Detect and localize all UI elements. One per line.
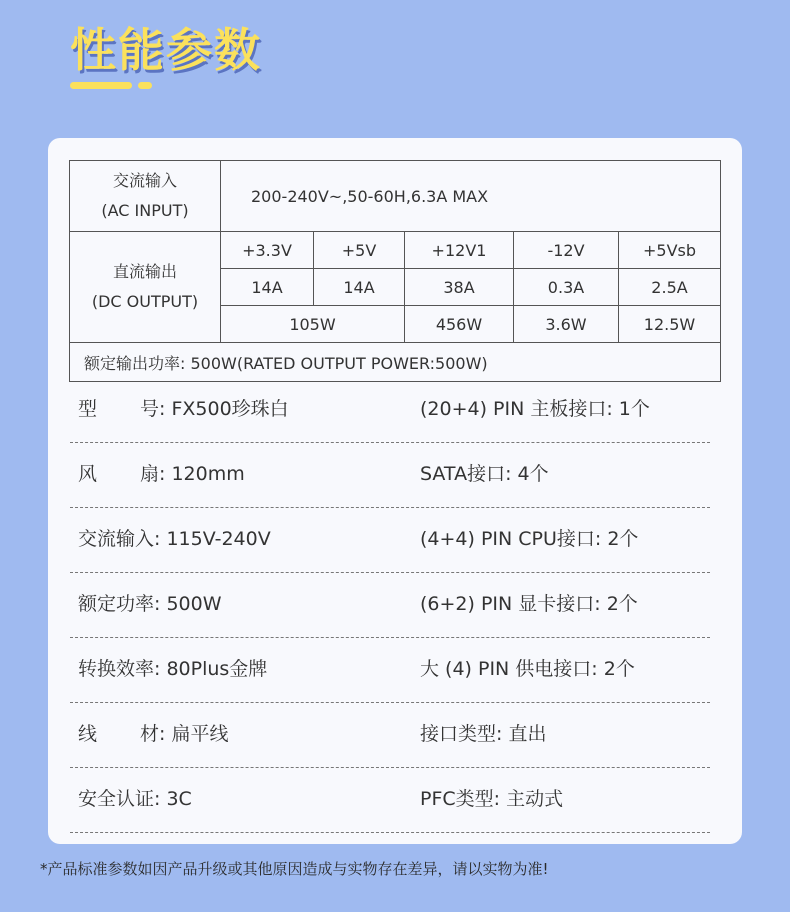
ac-input-label: 交流输入 (AC INPUT) xyxy=(70,161,221,232)
spec-right: 大 (4) PIN 供电接口: 2个 xyxy=(420,658,635,680)
spec-row xyxy=(70,705,710,768)
rail-cell: -12V xyxy=(514,232,619,269)
power-cell: 3.6W xyxy=(514,306,619,343)
footnote: *产品标准参数如因产品升级或其他原因造成与实物存在差异，请以实物为准! xyxy=(40,860,549,878)
spec-right: (6+2) PIN 显卡接口: 2个 xyxy=(420,593,638,615)
spec-left: 额定功率: 500W xyxy=(78,593,222,615)
current-cell: 14A xyxy=(221,269,314,306)
spec-left: 材: 扁平线 xyxy=(140,723,229,745)
rail-cell: +5Vsb xyxy=(619,232,721,269)
spec-right: PFC类型: 主动式 xyxy=(420,788,564,810)
rail-cell: +3.3V xyxy=(221,232,314,269)
current-cell: 0.3A xyxy=(514,269,619,306)
spec-right: (20+4) PIN 主板接口: 1个 xyxy=(420,398,650,420)
page-title: 性能参数 xyxy=(70,23,262,77)
current-cell: 14A xyxy=(314,269,405,306)
current-cell: 2.5A xyxy=(619,269,721,306)
spec-card xyxy=(48,138,742,844)
rail-cell: +5V xyxy=(314,232,405,269)
spec-list xyxy=(70,380,710,833)
spec-row xyxy=(70,575,710,638)
spec-row xyxy=(70,640,710,703)
spec-left: 交流输入: 115V-240V xyxy=(78,528,271,550)
dc-output-label: 直流输出 (DC OUTPUT) xyxy=(70,232,221,343)
spec-row xyxy=(70,770,710,833)
spec-row xyxy=(70,510,710,573)
power-cell: 12.5W xyxy=(619,306,721,343)
power-spec-table xyxy=(69,160,721,382)
spec-row xyxy=(70,380,710,443)
rated-output-power: 额定输出功率: 500W(RATED OUTPUT POWER:500W) xyxy=(70,343,721,382)
spec-key-prefix: 线 xyxy=(78,723,98,745)
spec-left: 号: FX500珍珠白 xyxy=(140,398,289,420)
power-cell: 456W xyxy=(405,306,514,343)
rail-cell: +12V1 xyxy=(405,232,514,269)
spec-right: SATA接口: 4个 xyxy=(420,463,549,485)
title-underline-dot xyxy=(138,82,152,89)
power-cell: 105W xyxy=(221,306,405,343)
spec-right: 接口类型: 直出 xyxy=(420,723,547,745)
spec-row xyxy=(70,445,710,508)
spec-key-prefix: 风 xyxy=(78,463,98,485)
ac-input-value: 200-240V~,50-60H,6.3A MAX xyxy=(221,161,721,232)
title-underline xyxy=(70,82,132,89)
current-cell: 38A xyxy=(405,269,514,306)
spec-key-prefix: 型 xyxy=(78,398,98,420)
spec-left: 安全认证: 3C xyxy=(78,788,192,810)
spec-left: 扇: 120mm xyxy=(140,463,245,485)
spec-left: 转换效率: 80Plus金牌 xyxy=(78,658,268,680)
spec-right: (4+4) PIN CPU接口: 2个 xyxy=(420,528,639,550)
